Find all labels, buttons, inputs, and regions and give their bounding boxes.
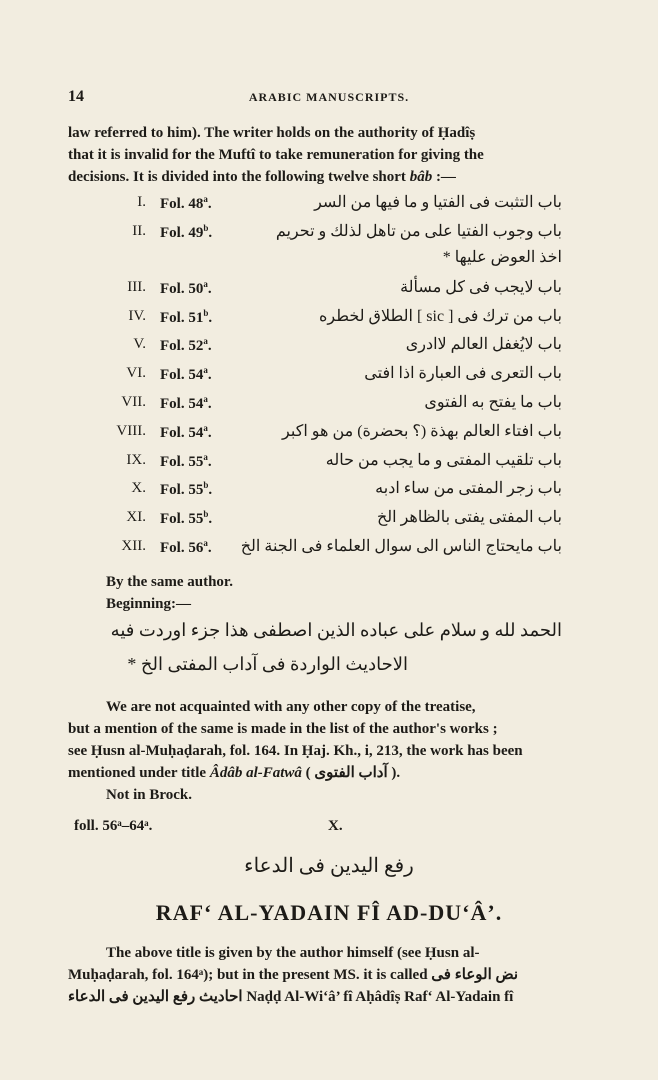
chapter-number: XII. bbox=[121, 538, 146, 554]
chapter-arabic-title: باب مایحتاج الناس الی سوال العلماء فی الجنة الخ bbox=[240, 538, 562, 555]
folio-range: foll. 56ᵃ–64ᵃ. bbox=[74, 818, 153, 834]
intro-line-3: decisions. It is divided into the following twelve short bâb :— bbox=[68, 169, 456, 185]
folio-side: a bbox=[203, 538, 208, 548]
chapter-number: IV. bbox=[128, 307, 146, 324]
chapter-folio: Fol. 55$^b$. bbox=[160, 509, 213, 528]
chapter-arabic-continuation: اخذ العوض علیها * bbox=[442, 248, 562, 266]
title-arabic: رفع الیدین فی الدعاء bbox=[244, 855, 414, 877]
para2-line-2: but a mention of the same is made in the list of the author's works ; bbox=[68, 721, 498, 737]
nadd-arabic: نض الوعاء فی bbox=[431, 967, 519, 983]
chapter-number: VIII. bbox=[116, 422, 146, 439]
chapter-folio: Fol. 55$^a$. bbox=[160, 451, 212, 470]
folio-side: a bbox=[203, 422, 208, 433]
chapter-arabic-title: باب وجوب الفتیا علی من تاهل لذلك و تحریم bbox=[275, 222, 562, 240]
chapter-folio: Fol. 54$^a$. bbox=[160, 394, 212, 412]
same-author-line: By the same author. bbox=[106, 574, 233, 590]
chapter-number: I. bbox=[137, 194, 146, 210]
chapter-arabic-title: باب تلقیب المفتی و ما یجب من حاله bbox=[325, 451, 562, 469]
chapter-row bbox=[0, 450, 658, 478]
chapter-arabic-title: باب لایجب فی کل مسألة bbox=[400, 278, 562, 296]
chapter-row bbox=[0, 306, 658, 334]
folio-side: b bbox=[203, 307, 209, 318]
intro-line-1: law referred to him). The writer holds on the authority of Ḥadîṣ bbox=[68, 125, 476, 141]
chapter-row bbox=[0, 507, 658, 535]
chapter-arabic-title: باب ما یفتح به الفتوی bbox=[424, 394, 562, 411]
beginning-label: Beginning:— bbox=[106, 596, 192, 612]
intro-line-2: that it is invalid for the Muftî to take remuneration for giving the bbox=[68, 147, 484, 163]
folio-side: b bbox=[203, 509, 209, 520]
folio-side: a bbox=[203, 365, 208, 376]
chapter-number: XI. bbox=[126, 509, 146, 526]
chapter-arabic-title: باب من ترك فی [ sic ] الطلاق لخطره bbox=[319, 307, 562, 325]
chapter-arabic-title: باب التعری فی العبارة اذا افتی bbox=[364, 365, 562, 383]
acquaintance-paragraph bbox=[68, 696, 596, 806]
folio-side: b bbox=[203, 222, 209, 233]
chapter-folio: Fol. 52$^a$. bbox=[160, 336, 212, 355]
folio-side: a bbox=[203, 394, 208, 404]
chapter-row bbox=[0, 478, 658, 506]
para2-line-4: mentioned under title Âdâb al-Fatwâ ( آداب الفتوی ). bbox=[68, 765, 401, 781]
chapter-folio: Fol. 49$^b$. bbox=[160, 222, 213, 241]
chapter-row bbox=[0, 221, 658, 266]
chapter-number: X. bbox=[131, 480, 146, 497]
folio-side: a bbox=[203, 336, 208, 347]
chapter-row bbox=[0, 363, 658, 391]
chapter-row bbox=[0, 421, 658, 449]
ahadis-arabic: احادیث رفع الیدین فی الدعاء bbox=[68, 989, 243, 1005]
chapter-folio: Fol. 50$^a$. bbox=[160, 278, 212, 297]
folio-side: a bbox=[203, 451, 208, 462]
chapter-row bbox=[0, 277, 658, 305]
intro-paragraph bbox=[68, 122, 596, 188]
chapter-row bbox=[0, 392, 658, 420]
chapter-folio: Fol. 56$^a$. bbox=[160, 538, 212, 556]
para2-line-3: see Ḥusn al-Muḥaḍarah, fol. 164. In Ḥaj. Kh., i, 213, the work has been bbox=[68, 743, 523, 759]
chapter-folio: Fol. 54$^a$. bbox=[160, 422, 212, 441]
folio-side: a bbox=[203, 194, 208, 204]
chapter-number: VII. bbox=[121, 394, 146, 410]
para3-line-2: Muḥaḍarah, fol. 164ᵃ); but in the present MS. it is called نض الوعاء فی bbox=[68, 967, 519, 983]
chapter-arabic-title: باب زجر المفتی من ساء ادبه bbox=[375, 480, 562, 498]
chapter-number: IX. bbox=[126, 451, 146, 468]
title-english: RAF‘ AL-YADAIN FÎ AD-DU‘Â’. bbox=[155, 900, 503, 925]
para2-line-1: We are not acquainted with any other copy of the treatise, bbox=[106, 699, 476, 715]
beginning-arabic-line-1: الحمد لله و سلام علی عباده الذین اصطفی هذا جزء اوردت فیه bbox=[110, 620, 562, 640]
title-paragraph bbox=[68, 942, 596, 1008]
folio-side: b bbox=[203, 480, 209, 491]
chapter-folio: Fol. 54$^a$. bbox=[160, 365, 212, 384]
chapter-arabic-title: باب افتاء العالم بهذة (؟ بحضرة) من هو اکبر bbox=[282, 422, 562, 440]
chapter-folio: Fol. 55$^b$. bbox=[160, 480, 213, 499]
folio-side: a bbox=[203, 278, 208, 289]
section-number: X. bbox=[328, 818, 343, 834]
chapter-folio: Fol. 51$^b$. bbox=[160, 307, 213, 326]
chapter-row bbox=[0, 536, 658, 564]
chapter-folio: Fol. 48$^a$. bbox=[160, 194, 212, 212]
chapter-number: V. bbox=[133, 336, 146, 353]
adab-title: Âdâb al-Fatwâ bbox=[209, 765, 302, 781]
chapter-number: VI. bbox=[126, 365, 146, 382]
bab-term: bâb bbox=[409, 169, 433, 185]
para2-line-5: Not in Brock. bbox=[106, 787, 192, 803]
page-number: 14 bbox=[68, 88, 84, 105]
beginning-arabic-line-2: الاحادیث الواردة فی آداب المفتی الخ * bbox=[127, 654, 408, 674]
chapter-row bbox=[0, 192, 658, 220]
para3-line-1: The above title is given by the author himself (see Ḥusn al- bbox=[106, 945, 480, 961]
para3-line-3: احادیث رفع الیدین فی الدعاء Naḍḍ Al-Wi‘â’ fî Aḥâdîṣ Raf‘ Al-Yadain fî bbox=[68, 989, 514, 1005]
chapter-arabic-title: باب لایُغفل العالم لاادری bbox=[405, 336, 562, 354]
chapter-row bbox=[0, 334, 658, 362]
chapter-number: III. bbox=[127, 278, 146, 295]
chapter-number: II. bbox=[132, 222, 146, 239]
chapter-arabic-title: باب التثبت فی الفتیا و ما فیها من السر bbox=[314, 194, 562, 211]
chapter-arabic-title: باب المفتی یفتی بالظاهر الخ bbox=[376, 509, 562, 527]
running-head: ARABIC MANUSCRIPTS. bbox=[248, 90, 410, 104]
